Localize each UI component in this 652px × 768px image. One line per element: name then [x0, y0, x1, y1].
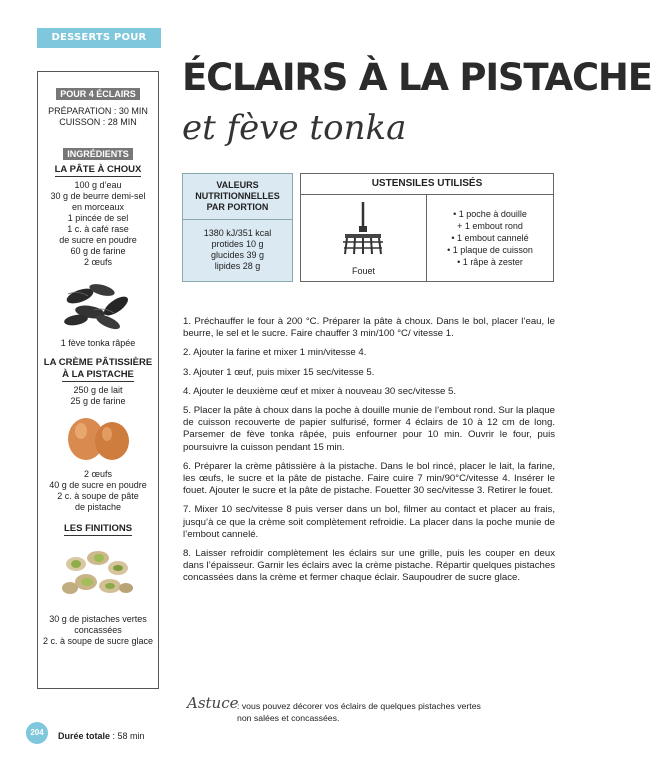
total-value: : 58 min	[112, 731, 145, 741]
choux-heading: LA PÂTE À CHOUX	[54, 164, 142, 175]
finitions-list	[38, 614, 158, 647]
tonka-item: 1 fève tonka râpée	[60, 338, 136, 348]
list-item: 2 c. à soupe de sucre glace	[42, 636, 154, 646]
page-number: 204	[26, 722, 48, 744]
list-item: + 1 embout rond	[457, 221, 523, 231]
choux-list	[38, 180, 158, 268]
utensils-title: USTENSILES UTILISÉS	[301, 174, 553, 195]
step-4: 4. Ajouter le deuxième œuf et mixer à nouveau 30 sec/vitesse 5.	[183, 385, 457, 397]
pistachios-image	[58, 542, 138, 602]
page-subtitle: et fève tonka	[182, 108, 407, 148]
step-8: 8. Laisser refroidir complètement les éclairs sur une grille, puis les couper en deux dans l’épaisseur. Garnir les éclairs avec la crème pistache. Répartir quelques pistaches concassées dans la crème et fermer chaque éclair. Saupoudrer de sucre glace.	[183, 548, 555, 584]
prep-time: PRÉPARATION : 30 MIN	[48, 106, 148, 116]
list-item: • 1 râpe à zester	[457, 257, 523, 267]
ingredients-sidebar	[37, 71, 159, 689]
recipe-steps	[183, 316, 555, 592]
tonka-beans-image	[58, 276, 138, 332]
utensils-box	[300, 173, 554, 282]
creme-list-2	[38, 469, 158, 513]
list-item: de pistache	[74, 502, 122, 512]
list-item: 30 g de beurre demi-sel	[50, 191, 146, 201]
step-5: 5. Placer la pâte à choux dans la poche à douille munie de l’embout rond. Sur la plaque de cuisson recouverte de papier sulfurisé, former 4 éclairs de 10 à 12 cm de long. Parsemer de fève tonka râpée, puis enfourner pour 10 min. Ouvrir le four, puis poursuivre la cuisson pendant 15 min.	[183, 405, 555, 453]
list-item: concassées	[74, 625, 122, 635]
servings-label: POUR 4 ÉCLAIRS	[56, 88, 140, 100]
list-item: en morceaux	[71, 202, 125, 212]
utensil-tool	[301, 194, 427, 281]
nutrition-box	[182, 173, 293, 282]
list-item: 100 g d’eau	[74, 180, 122, 190]
nutrition-line: protides 10 g	[211, 239, 264, 249]
list-item: • 1 poche à douille	[453, 209, 527, 219]
list-item: • 1 embout cannelé	[451, 233, 529, 243]
creme-heading-1: LA CRÈME PÂTISSIÈRE	[43, 357, 153, 368]
utensils-list	[427, 194, 553, 281]
list-item: 40 g de sucre en poudre	[49, 480, 147, 490]
page-title: ÉCLAIRS À LA PISTACHE	[182, 56, 652, 99]
total-time	[58, 731, 145, 741]
step-3: 3. Ajouter 1 œuf, puis mixer 15 sec/vitesse 5.	[183, 366, 375, 378]
tip-text	[237, 700, 537, 724]
cook-time: CUISSON : 28 MIN	[59, 117, 137, 127]
section-tag: DESSERTS POUR RECEVOIR	[37, 28, 161, 48]
total-label: Durée totale	[58, 731, 111, 741]
nutrition-title-1: VALEURS	[216, 180, 259, 190]
list-item: 1 c. à café rase	[67, 224, 129, 234]
list-item: 30 g de pistaches vertes	[49, 614, 147, 624]
tool-label: Fouet	[351, 266, 375, 276]
nutrition-line: 1380 kJ/351 kcal	[203, 228, 272, 238]
step-7: 7. Mixer 10 sec/vitesse 8 puis verser dans un bol, filmer au contact et placer au frais, jusqu’à ce que la crème soit complètement refroidie. La placer dans la poche munie de l’embout cannelé.	[183, 504, 555, 540]
step-6: 6. Préparer la crème pâtissière à la pistache. Dans le bol rincé, placer le lait, la farine, les œufs, le sucre et la pâte de pistache. Faire cuire 7 min/90°C/vitesse 4. Insérer le fouet. Ajouter le sucre et la pâte de pistache. Fouetter 30 sec/vitesse 3. Retirer le fouet.	[183, 460, 555, 497]
list-item: 2 c. à soupe de pâte	[57, 491, 139, 501]
nutrition-title-2: NUTRITIONNELLES	[195, 191, 280, 201]
whisk-icon	[333, 200, 393, 258]
eggs-image	[62, 411, 134, 463]
tip-line-2: non salées et concassées.	[237, 713, 340, 723]
tip-label: Astuce	[187, 694, 239, 712]
step-2: 2. Ajouter la farine et mixer 1 min/vitesse 4.	[183, 347, 367, 359]
creme-list-1	[38, 385, 158, 407]
list-item: de sucre en poudre	[59, 235, 137, 245]
list-item: 250 g de lait	[73, 385, 123, 395]
step-1: 1. Préchauffer le four à 200 °C. Préparer la pâte à choux. Dans le bol, placer l’eau, le beurre, le sel et le sucre. Faire chauffer 3 min/100 °C/ vitesse 1.	[183, 316, 555, 340]
nutrition-line: lipides 28 g	[214, 261, 261, 271]
nutrition-title-3: PAR PORTION	[206, 202, 269, 212]
list-item: 1 pincée de sel	[67, 213, 129, 223]
creme-heading-2: À LA PISTACHE	[62, 369, 134, 380]
ingredients-heading: INGRÉDIENTS	[63, 148, 133, 160]
list-item: 25 g de farine	[70, 396, 126, 406]
tip-line-1: : vous pouvez décorer vos éclairs de quelques pistaches vertes	[237, 701, 481, 711]
list-item: 60 g de farine	[70, 246, 126, 256]
finitions-heading: LES FINITIONS	[63, 523, 133, 534]
list-item: 2 œufs	[83, 257, 112, 267]
nutrition-line: glucides 39 g	[210, 250, 265, 260]
list-item: 2 œufs	[83, 469, 112, 479]
list-item: • 1 plaque de cuisson	[447, 245, 533, 255]
